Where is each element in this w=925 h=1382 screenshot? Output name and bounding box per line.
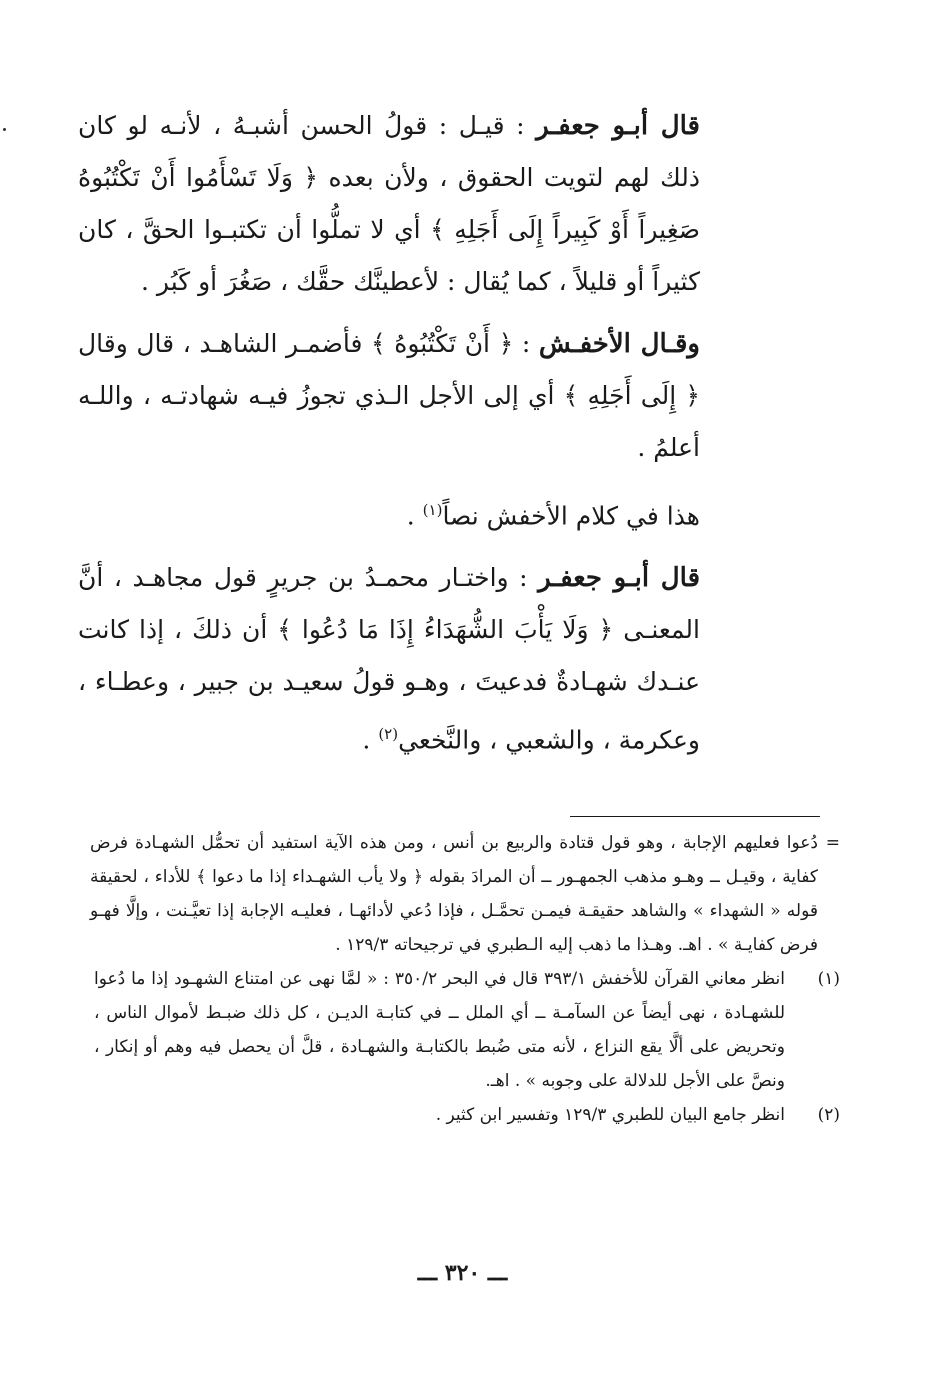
footnote-ref-2: (٢) bbox=[378, 725, 399, 744]
margin-mark bbox=[3, 128, 6, 131]
footnote-2-number: (٢) bbox=[817, 1105, 840, 1125]
paragraph-3-end: . bbox=[406, 501, 423, 531]
continuation-mark: = bbox=[825, 833, 840, 853]
footnote-2-text: انظر جامع البيان للطبري ١٢٩/٣ وتفسير ابن كثير . bbox=[435, 1105, 785, 1125]
paragraph-3 bbox=[78, 484, 730, 542]
paragraph-1 bbox=[78, 100, 730, 308]
paragraph-1-text: : قيـل : قولُ الحسن أشبـهُ ، لأنـه لو كان ذلك لهم لتويت الحقوق ، ولأن بعده ﴿ وَلَا تَسْأَمُوا أَنْ تَكْتُبُوهُ صَغِيراً أَوْ كَبِيراً إِلَى أَجَلِهِ ﴾ أي لا تملُّوا أن تكتبـوا الحقَّ ، كان كثيراً أو قليلاً ، كما يُقال : لأعطينَّك حقَّك ، صَغُرَ أو كَبُر . bbox=[78, 111, 700, 296]
paragraph-4-text: : واختـار محمـدُ بن جريرٍ قول مجاهـد ، أنَّ المعنـى ﴿ وَلَا يَأْبَ الشُّهَدَاءُ إِذَا مَا دُعُوا ﴾ أن ذلكَ ، إذا كانت عنـدك شهـادةٌ فدعيتَ ، وهـو قولُ سعيـد بن جبير ، وعطـاء ، وعكرمة ، والشعبي ، والنَّخعي bbox=[78, 563, 700, 755]
paragraph-4-end: . bbox=[362, 725, 379, 755]
paragraph-4 bbox=[78, 552, 730, 766]
paragraph-3-text: هذا في كلام الأخفش نصاً bbox=[442, 501, 700, 531]
paragraph-2-text: : ﴿ أَنْ تَكْتُبُوهُ ﴾ فأضمـر الشاهـد ، قال وقال ﴿ إِلَى أَجَلِهِ ﴾ أي إلى الأجل الـذي تجوزُ فيـه شهادتـه ، واللـه أعلمُ . bbox=[78, 329, 700, 462]
paragraph-1-lead: قال أبـو جعفـر bbox=[536, 111, 700, 141]
main-text-body bbox=[78, 100, 730, 777]
paragraph-2-lead: وقـال الأخفـش bbox=[538, 329, 700, 359]
footnotes-section bbox=[90, 826, 840, 1132]
footnote-ref-1: (١) bbox=[422, 501, 443, 519]
footnote-1-number: (١) bbox=[817, 969, 840, 989]
page-number: ـــ ٣٢٠ ـــ bbox=[417, 1260, 508, 1286]
footnote-1-text: انظر معاني القرآن للأخفش ٣٩٣/١ قال في البحر ٣٥٠/٢ : « لمَّا نهى عن امتناع الشهـود إذا ما دُعوا للشهـادة ، نهى أيضاً عن السآمـة ــ أي الملل ــ في كتابـة الديـن ، كل ذلك ضبـط لأموال الناس ، وتحريض على ألَّا يقع النزاع ، لأنه متى ضُبط بالكتابـة والشهـادة ، قلَّ أن يحصل فيه وهم أو إنكار ، ونصَّ على الأجل للدلالة على وجوبه » . اهـ. bbox=[94, 969, 785, 1091]
footnote-continuation bbox=[90, 826, 840, 962]
footnote-1 bbox=[90, 962, 840, 1098]
footnote-divider bbox=[570, 816, 820, 817]
footnote-2 bbox=[90, 1098, 840, 1132]
footnote-continuation-text: دُعوا فعليهم الإجابة ، وهو قول قتادة والربيع بن أنس ، ومن هذه الآية استفيد أن تحمُّل الشهـادة فرض كفاية ، وقيـل ــ وهـو مذهب الجمهـور ــ أن المرادَ بقوله ﴿ ولا يأب الشهـداء إذا ما دعوا ﴾ للأداء ، لحقيقة قوله « الشهداء » والشاهد حقيقـة فيمـن تحمَّـل ، فإذا دُعي لأدائهـا ، فعليـه الإجابة إذا تعيَّـنت ، وإلَّا فهـو فرض كفايـة » . اهـ. وهـذا ما ذهب إليه الـطبري في ترجيحاته ١٢٩/٣ . bbox=[90, 833, 818, 955]
paragraph-2 bbox=[78, 318, 730, 474]
paragraph-4-lead: قال أبـو جعفـر bbox=[538, 563, 700, 594]
